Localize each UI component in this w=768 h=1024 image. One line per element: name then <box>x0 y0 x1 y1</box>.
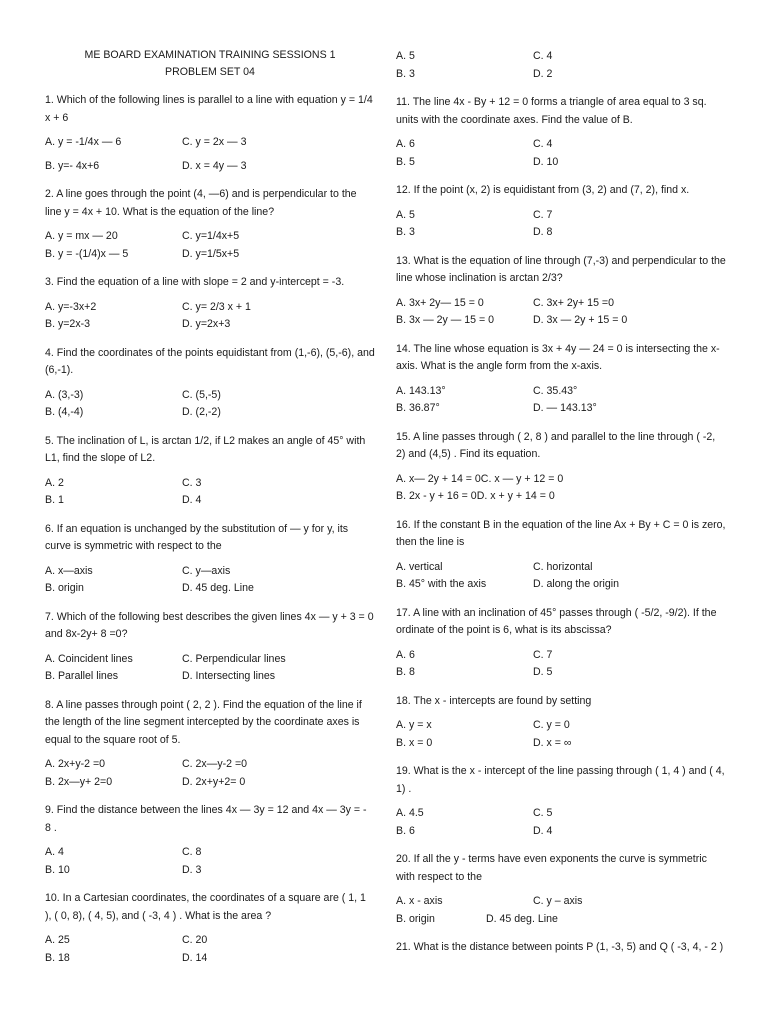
option-right: C. y – axis <box>533 895 583 907</box>
option-left: B. 2x—y+ 2=0 <box>45 775 113 788</box>
question-text: 11. The line 4x - By + 12 = 0 forms a triangle of area equal to 3 sq. units with the coordinate axes. Find the value of B. <box>396 96 707 126</box>
answer-options <box>396 893 726 928</box>
option-left: B. 8 <box>396 666 415 678</box>
answer-options <box>396 559 726 594</box>
question-text: 20. If all the y - terms have even exponents the curve is symmetric with respect to the <box>396 853 707 883</box>
option-left: B. 6 <box>396 824 415 837</box>
option-left: B. 10 <box>45 863 70 876</box>
option-right: C. 7 <box>533 208 553 221</box>
option-right: D. 2 <box>533 67 553 80</box>
option-right: C. 3x+ 2y+ 15 =0 <box>533 296 614 309</box>
option-left: B. x = 0 <box>396 736 433 749</box>
option-right: D. 10 <box>533 155 559 168</box>
option-right: D. 45 deg. Line <box>486 912 558 925</box>
answer-options <box>45 134 375 175</box>
option-right: C. Perpendicular lines <box>182 652 286 665</box>
option-right: D. 4 <box>182 494 202 506</box>
question-text: 15. A line passes through ( 2, 8 ) and parallel to the line through ( -2, 2) and (4,5) . Find its equation. <box>396 430 716 460</box>
option-left: B. 3 <box>396 226 415 238</box>
option-row <box>45 299 375 317</box>
answer-options <box>396 471 726 506</box>
option-right: C. 4 <box>533 138 553 150</box>
answer-options <box>396 717 726 752</box>
option-row <box>45 158 375 176</box>
option-left: A. 5 <box>396 208 415 221</box>
question-item <box>45 92 375 175</box>
option-right: C. horizontal <box>533 560 593 573</box>
option-left: A. 5 <box>396 50 415 62</box>
answer-options <box>396 383 726 418</box>
option-right: C. 20 <box>182 934 208 946</box>
answer-options <box>45 756 375 791</box>
option-right: D. y=1/5x+5 <box>182 247 240 260</box>
answer-options <box>396 207 726 242</box>
option-left: A. y = mx — 20 <box>45 230 118 242</box>
answer-options <box>396 647 726 682</box>
right-questions <box>396 94 726 957</box>
option-right: C. y = 2x — 3 <box>182 136 247 148</box>
option-right: D. 8 <box>533 226 553 238</box>
option-row <box>396 647 726 665</box>
question-item <box>45 274 375 334</box>
option-right: C. 8 <box>182 846 202 858</box>
answer-options <box>45 228 375 263</box>
option-left: A. 25 <box>45 934 70 946</box>
option-row <box>45 563 375 581</box>
answer-options <box>45 651 375 686</box>
option-right: C. x — y + 12 = 0 <box>480 472 564 485</box>
answer-options <box>45 844 375 879</box>
option-row <box>396 471 726 489</box>
option-row <box>396 559 726 577</box>
option-row <box>396 66 726 84</box>
option-left: A. 6 <box>396 648 415 661</box>
question-item <box>45 802 375 879</box>
option-right: C. 4 <box>533 50 553 62</box>
option-right: C. y= 2/3 x + 1 <box>182 300 251 313</box>
header-subtitle: PROBLEM SET 04 <box>165 66 255 78</box>
option-left: A. 2x+y-2 =0 <box>45 758 106 770</box>
answer-options <box>396 136 726 171</box>
option-left: A. y = x <box>396 719 432 731</box>
option-left: B. 45° with the axis <box>396 578 487 590</box>
option-row <box>45 228 375 246</box>
option-left: A. vertical <box>396 560 443 573</box>
question-item <box>45 890 375 967</box>
option-left: B. 3 <box>396 67 415 80</box>
question-text: 21. What is the distance between points P (1, -3, 5) and Q ( -3, 4, - 2 ) <box>396 941 724 953</box>
answer-options <box>396 48 726 83</box>
option-left: B. 1 <box>45 494 64 506</box>
option-row <box>45 316 375 334</box>
left-questions <box>45 92 375 967</box>
option-right: D. 2x+y+2= 0 <box>182 775 246 788</box>
option-right: D. 5 <box>533 666 553 678</box>
option-left: B. origin <box>396 912 435 925</box>
question-text: 14. The line whose equation is 3x + 4y — 24 = 0 is intersecting the x-axis. What is the angle form from the x-axis. <box>396 342 720 372</box>
option-right: C. 7 <box>533 648 553 661</box>
option-left: B. 18 <box>45 951 70 964</box>
question-text: 18. The x - intercepts are found by setting <box>396 694 592 707</box>
question-text: 6. If an equation is unchanged by the substitution of — y for y, its curve is symmetric with respect to the <box>45 522 349 552</box>
option-right: D. 3 <box>182 863 202 876</box>
question-text: 7. Which of the following best describes the given lines 4x — y + 3 = 0 and 8x-2y+ 8 =0? <box>45 610 374 640</box>
option-left: A. (3,-3) <box>45 388 84 401</box>
option-left: B. origin <box>45 582 84 594</box>
option-row <box>45 668 375 686</box>
option-left: A. 2 <box>45 476 64 489</box>
question-item <box>396 341 726 418</box>
option-right: C. 35.43° <box>533 384 578 397</box>
question-text: 17. A line with an inclination of 45° passes through ( -5/2, -9/2). If the ordinate of the point is 6, what is its abscissa? <box>396 606 717 636</box>
option-row <box>396 48 726 66</box>
answer-options <box>45 932 375 967</box>
question-item <box>396 94 726 171</box>
question-text: 1. Which of the following lines is parallel to a line with equation y = 1/4 x + 6 <box>45 94 373 124</box>
option-left: B. y = -(1/4)x — 5 <box>45 247 129 260</box>
option-right: C. y—axis <box>182 564 231 577</box>
question-text: 8. A line passes through point ( 2, 2 ). Find the equation of the line if the length of the line segment intercepted by the coordinate axes is equal to the square root of 5. <box>45 698 362 746</box>
question-item <box>396 517 726 594</box>
option-row <box>45 492 375 510</box>
question-text: 16. If the constant B in the equation of the line Ax + By + C = 0 is zero, then the line is <box>396 518 726 548</box>
option-row <box>45 134 375 152</box>
question-text: 3. Find the equation of a line with slope = 2 and y-intercept = -3. <box>45 276 345 288</box>
option-left: A. 143.13° <box>396 384 446 397</box>
option-left: A. 4 <box>45 846 64 858</box>
question-item <box>45 521 375 598</box>
option-row <box>396 664 726 682</box>
option-row <box>396 576 726 594</box>
question-item <box>396 763 726 840</box>
question-text: 13. What is the equation of line through (7,-3) and perpendicular to the line whose inclination is arctan 2/3? <box>396 254 726 284</box>
right-column <box>396 0 726 968</box>
option-left: B. 2x - y + 16 = 0 <box>396 490 477 502</box>
question-text: 2. A line goes through the point (4, —6) and is perpendicular to the line y = 4x + 10. What is the equation of the line? <box>45 188 357 218</box>
option-right: D. Intersecting lines <box>182 670 276 682</box>
question-text: 19. What is the x - intercept of the line passing through ( 1, 4 ) and ( 4, 1) . <box>396 765 725 795</box>
option-row <box>45 774 375 792</box>
option-left: A. x—axis <box>45 564 93 577</box>
option-row <box>396 295 726 313</box>
question-text: 9. Find the distance between the lines 4x — 3y = 12 and 4x — 3y = - 8 . <box>45 804 367 834</box>
option-left: A. Coincident lines <box>45 652 133 665</box>
option-row <box>45 246 375 264</box>
option-row <box>396 400 726 418</box>
question-item <box>45 433 375 510</box>
option-right: D. 3x — 2y + 15 = 0 <box>533 314 628 326</box>
question-text: 4. Find the coordinates of the points equidistant from (1,-6), (5,-6), and (6,-1). <box>45 346 375 376</box>
option-right: D. y=2x+3 <box>182 318 231 330</box>
option-row <box>45 844 375 862</box>
option-row <box>45 932 375 950</box>
option-right: D. 4 <box>533 824 553 837</box>
option-right: C. (5,-5) <box>182 388 221 401</box>
option-right: D. x + y + 14 = 0 <box>476 490 555 502</box>
question-text: 12. If the point (x, 2) is equidistant from (3, 2) and (7, 2), find x. <box>396 184 690 196</box>
question-item <box>45 609 375 686</box>
option-row <box>396 224 726 242</box>
question-item <box>396 605 726 682</box>
answer-options <box>396 805 726 840</box>
option-right: D. along the origin <box>533 578 619 590</box>
answer-options <box>45 475 375 510</box>
option-row <box>45 475 375 493</box>
question-item <box>45 186 375 263</box>
option-right: D. x = 4y — 3 <box>182 159 247 172</box>
option-right: D. 14 <box>182 951 208 964</box>
answer-options <box>45 563 375 598</box>
option-right: D. — 143.13° <box>533 402 597 414</box>
option-left: B. y=- 4x+6 <box>45 159 100 172</box>
option-right: C. 2x—y-2 =0 <box>182 758 248 770</box>
page-header <box>45 47 375 81</box>
question-item <box>396 939 726 957</box>
question-10-options-continued <box>396 48 726 83</box>
option-row <box>45 580 375 598</box>
question-item <box>45 697 375 792</box>
option-left: B. y=2x-3 <box>45 318 91 330</box>
option-row <box>396 312 726 330</box>
option-left: A. 3x+ 2y— 15 = 0 <box>396 296 484 309</box>
option-right: D. 45 deg. Line <box>182 582 254 594</box>
question-item <box>396 693 726 753</box>
option-left: B. 3x — 2y — 15 = 0 <box>396 314 495 326</box>
option-row <box>396 735 726 753</box>
option-left: A. y = -1/4x — 6 <box>45 136 122 148</box>
option-left: B. Parallel lines <box>45 670 119 682</box>
option-left: B. (4,-4) <box>45 406 84 418</box>
option-left: B. 36.87° <box>396 402 440 414</box>
option-row <box>396 136 726 154</box>
option-row <box>396 154 726 172</box>
option-row <box>396 805 726 823</box>
option-left: A. x - axis <box>396 895 443 907</box>
option-right: C. 5 <box>533 807 553 819</box>
option-left: B. 5 <box>396 155 415 168</box>
option-row <box>45 756 375 774</box>
question-text: 5. The inclination of L, is arctan 1/2, if L2 makes an angle of 45° with L1, find the slope of L2. <box>45 434 366 464</box>
option-left: A. x— 2y + 14 = 0 <box>396 472 481 485</box>
option-row <box>45 950 375 968</box>
option-row <box>396 911 726 929</box>
option-row <box>45 651 375 669</box>
option-row <box>396 383 726 401</box>
option-right: D. x = ∞ <box>533 736 572 749</box>
option-row <box>396 823 726 841</box>
option-left: A. 6 <box>396 138 415 150</box>
option-row <box>396 893 726 911</box>
question-item <box>396 429 726 506</box>
option-right: C. y=1/4x+5 <box>182 230 240 242</box>
answer-options <box>396 295 726 330</box>
question-item <box>396 182 726 242</box>
header-title: ME BOARD EXAMINATION TRAINING SESSIONS 1 <box>84 49 336 61</box>
question-item <box>45 345 375 422</box>
option-left: A. 4.5 <box>396 807 424 819</box>
option-left: A. y=-3x+2 <box>45 300 97 313</box>
question-item <box>396 851 726 928</box>
question-text: 10. In a Cartesian coordinates, the coordinates of a square are ( 1, 1 ), ( 0, 8), ( 4, 5), and ( -3, 4 ) . What is the area ? <box>45 892 366 922</box>
option-row <box>45 387 375 405</box>
option-row <box>396 488 726 506</box>
question-item <box>396 253 726 330</box>
option-right: D. (2,-2) <box>182 406 221 418</box>
option-right: C. y = 0 <box>533 719 570 731</box>
option-row <box>396 207 726 225</box>
option-row <box>45 404 375 422</box>
option-right: C. 3 <box>182 476 202 489</box>
option-row <box>45 862 375 880</box>
option-row <box>396 717 726 735</box>
answer-options <box>45 387 375 422</box>
left-column <box>45 0 375 978</box>
answer-options <box>45 299 375 334</box>
